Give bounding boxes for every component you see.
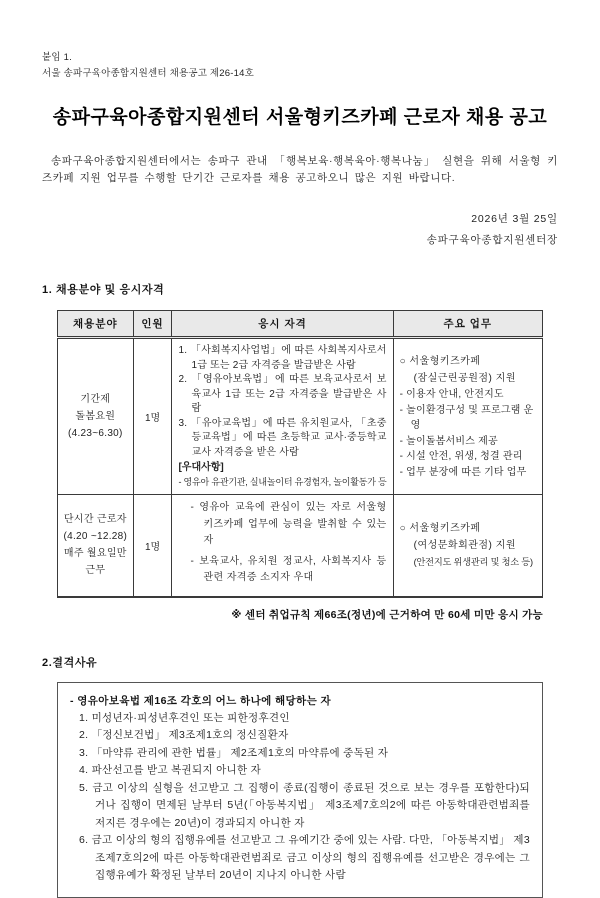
- field-line: 돌봄요원: [75, 411, 116, 422]
- disqualification-item: 5. 금고 이상의 실형을 선고받고 그 집행이 종료(집행이 종료된 것으로 보는 경우를 포함한다)되거나 집행이 면제된 날부터 5년(「아동복지법」 제3조제7호의2에 따른 아동학대관련범죄를 저지른 경우에는 20년)이 경과되지 아니한 자: [79, 781, 530, 829]
- field-line: (4.23~6.30): [67, 428, 123, 439]
- cell-qualification-row1: [172, 338, 393, 495]
- table-header-row: [58, 311, 543, 338]
- cell-headcount-row1: 1명: [133, 338, 172, 495]
- disqualification-box: [57, 682, 543, 898]
- qualification-item: - 보육교사, 유치원 정교사, 사회복지사 등 관련 자격증 소지자 우대: [190, 555, 387, 583]
- header-cell-duty: 주요 업무: [393, 311, 542, 338]
- duty-item: - 놀이돌봄서비스 제공: [399, 435, 498, 447]
- section2-heading: 2.결격사유: [42, 656, 98, 669]
- field-line: (4.20 ~12.28): [63, 531, 128, 543]
- header-cell-headcount: 인원: [133, 311, 172, 338]
- disqualification-item: 3. 「마약류 관리에 관한 법률」 제2조제1호의 마약류에 중독된 자: [79, 746, 389, 759]
- duty-sub: (안전지도 위생관리 및 청소 등): [413, 556, 533, 567]
- table-row-fixed-term: [58, 338, 543, 495]
- intro-paragraph: 송파구육아종합지원센터에서는 송파구 관내 「행복보육·행복육아·행복나눔」 실현을 위해 서울형 키즈카페 지원 업무를 수행할 단기간 근로자를 채용 공고하오니 많은 지원 바랍니다.: [42, 155, 558, 184]
- table-footnote: ※ 센터 취업규칙 제66조(정년)에 근거하여 만 60세 미만 응시 가능: [231, 608, 543, 621]
- cell-duty-row1: [393, 338, 542, 495]
- field-line: 기간제: [80, 394, 111, 405]
- duty-sub: (잠실근린공원점) 지원: [413, 373, 516, 384]
- signer-name: 송파구육아종합지원센터장: [426, 234, 558, 246]
- cell-duty-row2: [393, 495, 542, 597]
- preference-note: - 영유아 유관기관, 실내놀이터 유경험자, 놀이활동가 등: [178, 477, 387, 487]
- announcement-date: 2026년 3월 25일: [471, 213, 558, 225]
- sign-block: [42, 209, 558, 251]
- cell-field-row1: [58, 338, 134, 495]
- section1-heading: 1. 채용분야 및 응시자격: [42, 284, 165, 296]
- field-line: 단시간 근로자: [63, 514, 127, 526]
- qualification-item: 3. 「유아교육법」에 따른 유치원교사, 「초중등교육법」에 따른 초등학교 교사·중등학교 교사 자격증을 받은 사람: [178, 417, 387, 458]
- duty-head: ○ 서울형키즈카페: [399, 522, 481, 534]
- disqualification-item: 4. 파산선고를 받고 복권되지 아니한 자: [79, 764, 262, 776]
- duty-item: - 업무 분장에 따른 기타 업무: [399, 466, 527, 478]
- page-title: 송파구육아종합지원센터 서울형키즈카페 근로자 채용 공고: [52, 107, 548, 128]
- header-cell-qualification: 응시 자격: [172, 311, 393, 338]
- header-cell-field: 채용분야: [58, 311, 134, 338]
- duty-item: - 시설 안전, 위생, 청결 관리: [399, 451, 523, 462]
- cell-qualification-row2: [172, 495, 393, 597]
- preference-title: [우대사항]: [178, 462, 224, 473]
- field-line: 근무: [85, 565, 106, 577]
- duty-sub: (여성문화회관점) 지원: [413, 539, 516, 551]
- cell-headcount-row2: 1명: [133, 495, 172, 597]
- qualification-item: 1. 「사회복지사업법」에 따른 사회복지사로서 1급 또는 2급 자격증을 발급받은 사람: [178, 345, 387, 371]
- qualification-item: - 영유아 교육에 관심이 있는 자로 서울형 키즈카페 업무에 능력을 발취할 수 있는 자: [190, 502, 387, 546]
- cell-field-row2: [58, 495, 134, 597]
- table-row-part-time: [58, 495, 543, 597]
- disqualification-title: - 영유아보육법 제16조 각호의 어느 하나에 해당하는 자: [70, 694, 331, 707]
- qualification-item: 2. 「영유아보육법」에 따른 보육교사로서 보육교사 1급 또는 2급 자격증을 발급받은 사람: [178, 374, 387, 414]
- doc-number: 서울 송파구육아종합지원센터 채용공고 제26-14호: [42, 68, 254, 79]
- duty-item: - 이용자 안내, 안전지도: [399, 389, 504, 400]
- disqualification-item: 2. 「정신보건법」 제3조제1호의 정신질환자: [79, 729, 289, 741]
- disqualification-item: 6. 금고 이상의 형의 집행유예를 선고받고 그 유예기간 중에 있는 사람. 다만, 「아동복지법」 제3조제7호의2에 따른 아동학대관련범죄로 금고 이상의 형의 집행유예를 선고받은 경우에는 그 집행유예가 확정된 날부터 20년이 지나지 아니한 사람: [79, 834, 530, 881]
- recruitment-table: [57, 310, 543, 598]
- duty-item: - 놀이환경구성 및 프로그램 운영: [399, 404, 534, 431]
- disqualification-item: 1. 미성년자·피성년후견인 또는 피한정후견인: [79, 711, 290, 724]
- attachment-label: 붙임 1.: [42, 52, 72, 63]
- duty-head: ○ 서울형키즈카페: [399, 356, 481, 367]
- field-line: 매주 월요일만: [63, 548, 127, 560]
